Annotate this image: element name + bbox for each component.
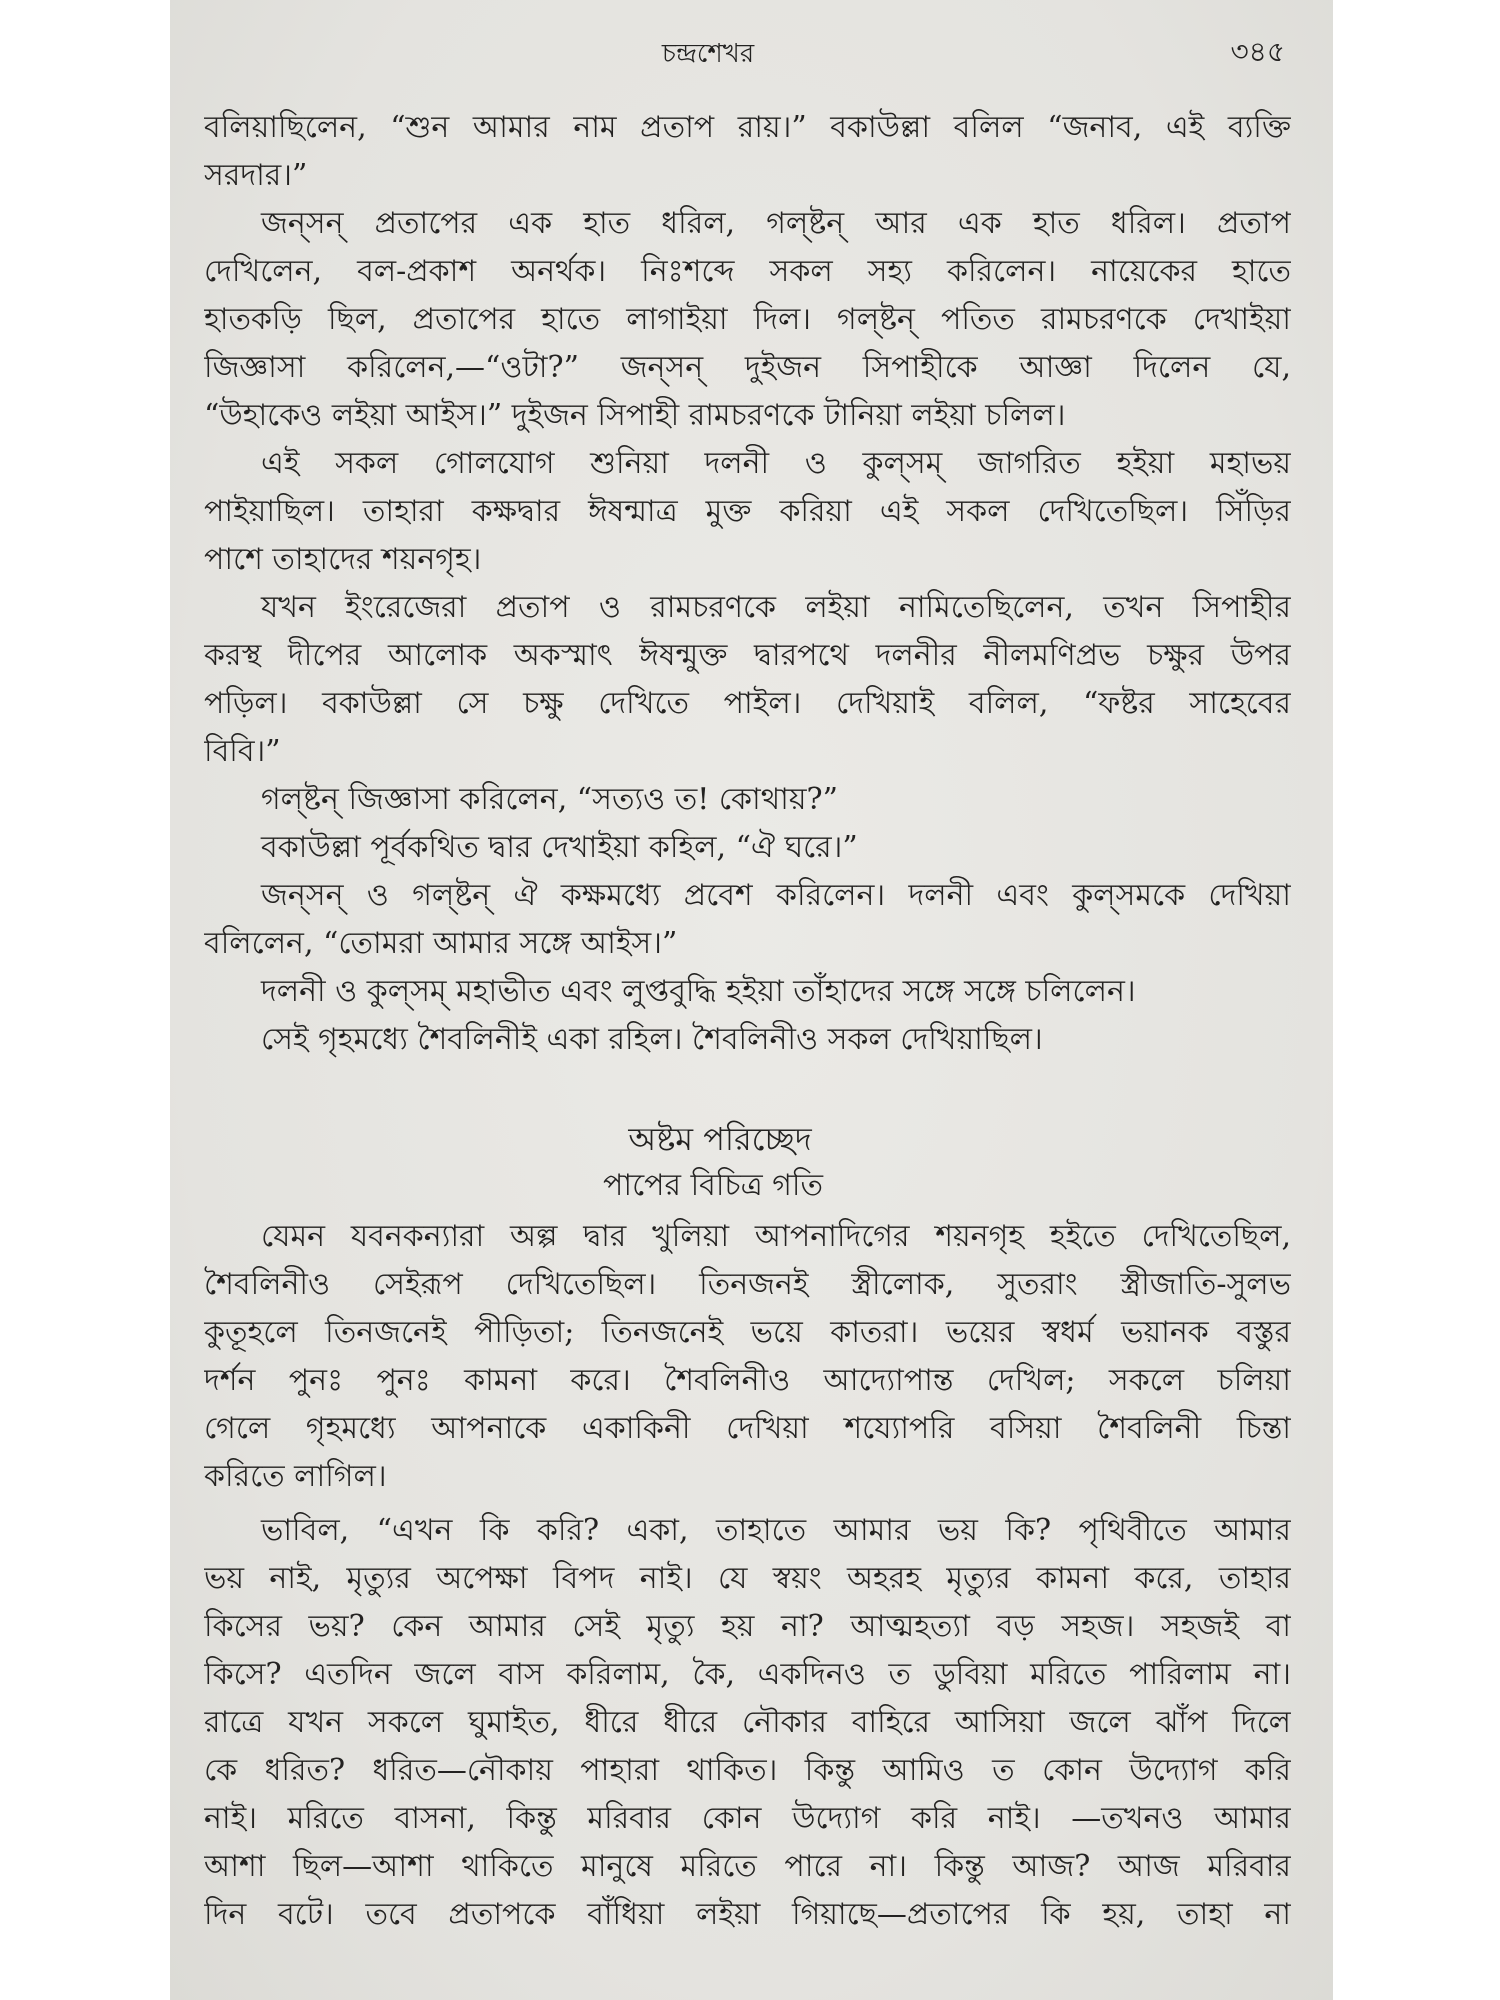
text-block-chapter-paragraph-2 [204, 1507, 1291, 1939]
text-line: গেলে গৃহমধ্যে আপনাকে একাকিনী দেখিয়া শয্যোপরি বসিয়া শৈবলিনী চিন্তা [204, 1411, 1291, 1446]
text-block-chapter-paragraph-1 [204, 1213, 1291, 1501]
text-line: জন্‌সন্ প্রতাপের এক হাত ধরিল, গল্‌ষ্টন্ আর এক হাত ধরিল। প্রতাপ [261, 206, 1291, 241]
text-line: যেমন যবনকন্যারা অল্প দ্বার খুলিয়া আপনাদিগের শয়নগৃহ হইতে দেখিতেছিল, [261, 1219, 1291, 1254]
text-line: এই সকল গোলযোগ শুনিয়া দলনী ও কুল্‌সম্ জাগরিত হইয়া মহাভয় [261, 446, 1291, 481]
text-line: জিজ্ঞাসা করিলেন,—“ওটা?” জন্‌সন্ দুইজন সিপাহীকে আজ্ঞা দিলেন যে, [204, 350, 1291, 385]
chapter-title-heading: পাপের বিচিত্র গতি [603, 1168, 823, 1203]
text-line: ভয় নাই, মৃত্যুর অপেক্ষা বিপদ নাই। যে স্বয়ং অহরহ মৃত্যুর কামনা করে, তাহার [204, 1561, 1291, 1596]
text-line: হাতকড়ি ছিল, প্রতাপের হাতে লাগাইয়া দিল। গল্‌ষ্টন্ পতিত রামচরণকে দেখাইয়া [204, 302, 1291, 337]
text-line: পড়িল। বকাউল্লা সে চক্ষু দেখিতে পাইল। দেখিয়াই বলিল, “ফষ্টর সাহেবের [204, 686, 1291, 721]
text-line: কিসের ভয়? কেন আমার সেই মৃত্যু হয় না? আত্মহত্যা বড় সহজ। সহজই বা [204, 1609, 1291, 1644]
text-line: “উহাকেও লইয়া আইস।” দুইজন সিপাহী রামচরণকে টানিয়া লইয়া চলিল। [204, 398, 1066, 433]
text-line: দলনী ও কুল্‌সম্ মহাভীত এবং লুপ্তবুদ্ধি হইয়া তাঁহাদের সঙ্গে সঙ্গে চলিলেন। [261, 974, 1136, 1009]
text-line: বলিয়াছিলেন, “শুন আমার নাম প্রতাপ রায়।” বকাউল্লা বলিল “জনাব, এই ব্যক্তি [204, 110, 1291, 145]
text-line: যখন ইংরেজেরা প্রতাপ ও রামচরণকে লইয়া নামিতেছিলেন, তখন সিপাহীর [261, 590, 1291, 625]
text-line: সরদার।” [204, 158, 308, 193]
text-line: কিসে? এতদিন জলে বাস করিলাম, কৈ, একদিনও ত ডুবিয়া মরিতে পারিলাম না। [204, 1657, 1291, 1692]
text-line: বিবি।” [204, 734, 281, 769]
text-line: পাশে তাহাদের শয়নগৃহ। [204, 542, 482, 577]
text-line: নাই। মরিতে বাসনা, কিন্তু মরিবার কোন উদ্যোগ করি নাই। —তখনও আমার [204, 1801, 1291, 1836]
chapter-number-heading: অষ্টম পরিচ্ছেদ [628, 1120, 812, 1158]
text-line: শৈবলিনীও সেইরূপ দেখিতেছিল। তিনজনই স্ত্রীলোক, সুতরাং স্ত্রীজাতি-সুলভ [204, 1267, 1291, 1302]
text-line: দেখিলেন, বল-প্রকাশ অনর্থক। নিঃশব্দে সকল সহ্য করিলেন। নায়েকের হাতে [204, 254, 1291, 289]
text-line: বকাউল্লা পূর্বকথিত দ্বার দেখাইয়া কহিল, “ঐ ঘরে।” [261, 830, 858, 865]
running-head-title: চন্দ্রশেখর [661, 39, 755, 69]
text-line: জন্‌সন্ ও গল্‌ষ্টন্ ঐ কক্ষমধ্যে প্রবেশ করিলেন। দলনী এবং কুল্‌সমকে দেখিয়া [261, 878, 1291, 913]
text-line: আশা ছিল—আশা থাকিতে মানুষে মরিতে পারে না। কিন্তু আজ? আজ মরিবার [204, 1849, 1291, 1884]
text-line: দর্শন পুনঃ পুনঃ কামনা করে। শৈবলিনীও আদ্যোপান্ত দেখিল; সকলে চলিয়া [204, 1363, 1291, 1398]
text-line: করিতে লাগিল। [204, 1459, 387, 1494]
text-line: কে ধরিত? ধরিত—নৌকায় পাহারা থাকিত। কিন্তু আমিও ত কোন উদ্যোগ করি [204, 1753, 1291, 1788]
text-line: দিন বটে। তবে প্রতাপকে বাঁধিয়া লইয়া গিয়াছে—প্রতাপের কি হয়, তাহা না [204, 1897, 1291, 1932]
text-line: রাত্রে যখন সকলে ঘুমাইত, ধীরে ধীরে নৌকার বাহিরে আসিয়া জলে ঝাঁপ দিলে [204, 1705, 1291, 1740]
text-line: কুতূহলে তিনজনেই পীড়িতা; তিনজনেই ভয়ে কাতরা। ভয়ের স্বধর্ম ভয়ানক বস্তুর [204, 1315, 1291, 1350]
text-line: করস্থ দীপের আলোক অকস্মাৎ ঈষন্মুক্ত দ্বারপথে দলনীর নীলমণিপ্রভ চক্ষুর উপর [204, 638, 1291, 673]
text-line: সেই গৃহমধ্যে শৈবলিনীই একা রহিল। শৈবলিনীও সকল দেখিয়াছিল। [261, 1022, 1043, 1057]
text-line: বলিলেন, “তোমরা আমার সঙ্গে আইস।” [204, 926, 678, 961]
page-number: ৩৪৫ [1230, 35, 1285, 68]
text-line: গল্‌ষ্টন্ জিজ্ঞাসা করিলেন, “সত্যও ত! কোথায়?” [261, 782, 838, 817]
text-block-before-chapter [204, 104, 1291, 1064]
text-line: পাইয়াছিল। তাহারা কক্ষদ্বার ঈষন্মাত্র মুক্ত করিয়া এই সকল দেখিতেছিল। সিঁড়ির [204, 494, 1291, 529]
text-line: ভাবিল, “এখন কি করি? একা, তাহাতে আমার ভয় কি? পৃথিবীতে আমার [261, 1513, 1291, 1548]
